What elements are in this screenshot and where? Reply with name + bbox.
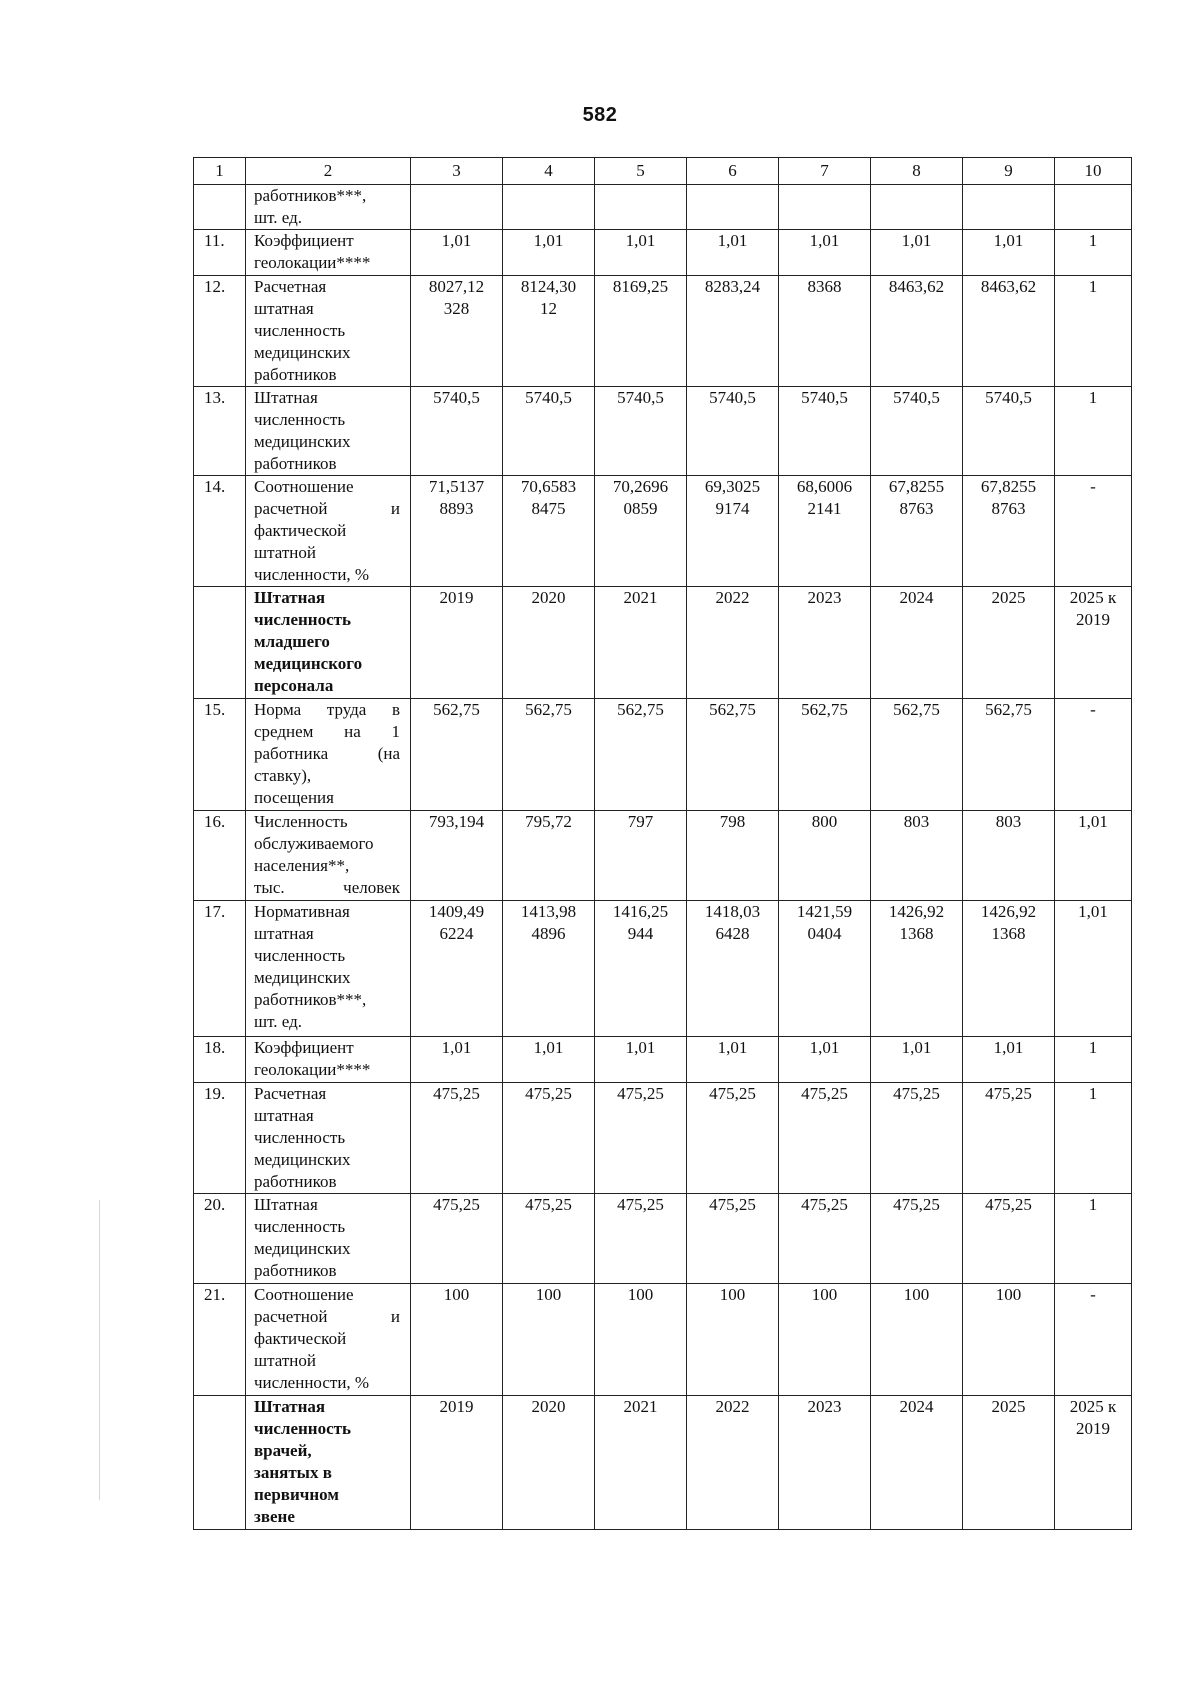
table-row — [194, 1194, 1132, 1284]
row-number-cell — [194, 185, 246, 230]
value-cell — [687, 185, 779, 230]
row-number-cell: 12. — [194, 276, 246, 387]
row-number-cell: 13. — [194, 387, 246, 476]
value-cell: 475,25 — [411, 1083, 503, 1194]
column-number-cell: 9 — [963, 158, 1055, 185]
value-cell: 1,01 — [1055, 901, 1132, 1037]
indicator-name-line: Расчетная — [254, 1084, 327, 1103]
value-cell: 8169,25 — [595, 276, 687, 387]
indicator-name-line: младшего — [254, 632, 330, 651]
indicator-name-line: геолокации**** — [254, 253, 371, 272]
indicator-name-line: обслуживаемого — [254, 834, 374, 853]
indicator-name-line: штатной — [254, 543, 316, 562]
value-cell: 562,75 — [687, 699, 779, 811]
indicator-name-cell — [246, 587, 411, 699]
value-cell — [871, 185, 963, 230]
value-cell: 5740,5 — [687, 387, 779, 476]
row-number-cell: 18. — [194, 1037, 246, 1083]
indicator-name-line: персонала — [254, 676, 334, 695]
column-number-cell: 3 — [411, 158, 503, 185]
indicator-name-cell — [246, 699, 411, 811]
value-cell: 5740,5 — [779, 387, 871, 476]
value-cell: 1,01 — [871, 230, 963, 276]
value-cell: 100 — [963, 1284, 1055, 1396]
indicator-name-line: среднем на 1 — [254, 722, 400, 741]
page-number: 582 — [582, 104, 618, 126]
table-body — [194, 158, 1132, 1530]
indicator-name-line: штатная — [254, 1106, 314, 1125]
indicator-name-line: Численность — [254, 812, 348, 831]
value-cell: - — [1055, 1284, 1132, 1396]
indicator-name-line: медицинских — [254, 343, 351, 362]
value-cell: 1,01 — [411, 1037, 503, 1083]
indicator-name-line: фактической — [254, 1329, 347, 1348]
indicator-name-line: численность — [254, 1128, 346, 1147]
value-cell: 2023 — [779, 587, 871, 699]
indicator-name-line: Штатная — [254, 588, 326, 607]
value-cell: 5740,5 — [963, 387, 1055, 476]
indicator-name-line: Штатная — [254, 388, 318, 407]
value-cell: 475,25 — [595, 1083, 687, 1194]
indicator-name-line: Коэффициент — [254, 1038, 354, 1057]
column-number-cell: 8 — [871, 158, 963, 185]
value-cell: 475,25 — [411, 1194, 503, 1284]
value-cell: 1 — [1055, 1194, 1132, 1284]
indicator-name-cell — [246, 476, 411, 587]
value-cell: 5740,5 — [871, 387, 963, 476]
value-cell — [503, 185, 595, 230]
value-cell: 562,75 — [503, 699, 595, 811]
indicator-name-line: Коэффициент — [254, 231, 354, 250]
indicator-name-line: численности, % — [254, 565, 370, 584]
row-number-cell: 16. — [194, 811, 246, 901]
indicator-name-line: штатная — [254, 299, 314, 318]
value-cell: 100 — [779, 1284, 871, 1396]
value-cell: - — [1055, 699, 1132, 811]
value-cell: 1426,92 1368 — [963, 901, 1055, 1037]
value-cell: 71,5137 8893 — [411, 476, 503, 587]
column-number-cell: 6 — [687, 158, 779, 185]
value-cell: 2024 — [871, 1396, 963, 1530]
value-cell: 1418,03 6428 — [687, 901, 779, 1037]
value-cell: 475,25 — [779, 1083, 871, 1194]
value-cell: 475,25 — [779, 1194, 871, 1284]
value-cell: 8368 — [779, 276, 871, 387]
column-number-cell: 7 — [779, 158, 871, 185]
indicator-name-line: работников — [254, 454, 337, 473]
indicator-name-line: работников — [254, 1261, 337, 1280]
indicator-name-line: численности, % — [254, 1373, 370, 1392]
indicator-name-line: штатной — [254, 1351, 316, 1370]
indicator-name-line: Соотношение — [254, 477, 354, 496]
value-cell: 2019 — [411, 587, 503, 699]
value-cell: 69,3025 9174 — [687, 476, 779, 587]
indicator-name-line: численность — [254, 946, 346, 965]
value-cell: 2022 — [687, 587, 779, 699]
value-cell: 8463,62 — [871, 276, 963, 387]
value-cell: 1,01 — [779, 1037, 871, 1083]
value-cell — [779, 185, 871, 230]
value-cell: - — [1055, 476, 1132, 587]
indicator-name-line: врачей, — [254, 1441, 312, 1460]
value-cell: 803 — [871, 811, 963, 901]
value-cell: 5740,5 — [503, 387, 595, 476]
value-cell: 8124,30 12 — [503, 276, 595, 387]
value-cell: 562,75 — [779, 699, 871, 811]
value-cell: 475,25 — [503, 1194, 595, 1284]
value-cell: 797 — [595, 811, 687, 901]
indicator-name-line: численность — [254, 1419, 351, 1438]
indicator-name-line: численность — [254, 1217, 346, 1236]
indicator-name-line: посещения — [254, 788, 334, 807]
table-row — [194, 387, 1132, 476]
column-number-cell: 10 — [1055, 158, 1132, 185]
value-cell: 8283,24 — [687, 276, 779, 387]
table-row — [194, 185, 1132, 230]
indicator-name-line: расчетной и — [254, 1307, 400, 1326]
value-cell — [595, 185, 687, 230]
indicator-name-line: работников***, — [254, 186, 367, 205]
value-cell: 475,25 — [871, 1083, 963, 1194]
value-cell: 795,72 — [503, 811, 595, 901]
value-cell: 1416,25 944 — [595, 901, 687, 1037]
column-number-cell: 1 — [194, 158, 246, 185]
value-cell: 2025 — [963, 587, 1055, 699]
indicator-name-line: тыс. человек — [254, 878, 400, 897]
value-cell: 1,01 — [595, 1037, 687, 1083]
indicator-name-line: шт. ед. — [254, 1012, 302, 1031]
value-cell: 67,8255 8763 — [963, 476, 1055, 587]
row-number-cell: 21. — [194, 1284, 246, 1396]
value-cell: 475,25 — [595, 1194, 687, 1284]
indicator-name-line: шт. ед. — [254, 208, 302, 227]
row-number-cell — [194, 1396, 246, 1530]
value-cell: 100 — [687, 1284, 779, 1396]
value-cell: 100 — [871, 1284, 963, 1396]
value-cell: 1,01 — [687, 1037, 779, 1083]
column-number-cell: 5 — [595, 158, 687, 185]
value-cell — [411, 185, 503, 230]
indicator-name-line: штатная — [254, 924, 314, 943]
table-row — [194, 1396, 1132, 1530]
value-cell: 1421,59 0404 — [779, 901, 871, 1037]
indicator-name-line: работников — [254, 365, 337, 384]
indicator-name-line: медицинских — [254, 1239, 351, 1258]
value-cell: 1426,92 1368 — [871, 901, 963, 1037]
indicator-name-cell — [246, 230, 411, 276]
value-cell: 8027,12 328 — [411, 276, 503, 387]
value-cell: 562,75 — [963, 699, 1055, 811]
indicator-name-cell — [246, 901, 411, 1037]
indicator-name-line: медицинских — [254, 968, 351, 987]
indicator-name-cell — [246, 811, 411, 901]
indicator-name-cell — [246, 1083, 411, 1194]
value-cell: 68,6006 2141 — [779, 476, 871, 587]
indicator-name-line: Норма труда в — [254, 700, 400, 719]
indicator-name-line: медицинских — [254, 432, 351, 451]
indicator-name-cell — [246, 1037, 411, 1083]
indicator-name-line: работников — [254, 1172, 337, 1191]
value-cell: 70,6583 8475 — [503, 476, 595, 587]
value-cell: 2025 к 2019 — [1055, 1396, 1132, 1530]
table-row — [194, 901, 1132, 1037]
value-cell: 1,01 — [871, 1037, 963, 1083]
indicator-name-line: медицинского — [254, 654, 363, 673]
table-row — [194, 1284, 1132, 1396]
indicator-name-line: первичном — [254, 1485, 339, 1504]
indicator-name-line: Расчетная — [254, 277, 327, 296]
indicator-name-line: Штатная — [254, 1195, 318, 1214]
value-cell: 8463,62 — [963, 276, 1055, 387]
table-row — [194, 699, 1132, 811]
indicator-name-line: расчетной и — [254, 499, 400, 518]
column-number-cell: 2 — [246, 158, 411, 185]
value-cell: 562,75 — [411, 699, 503, 811]
indicator-name-line: Штатная — [254, 1397, 326, 1416]
value-cell: 70,2696 0859 — [595, 476, 687, 587]
row-number-cell: 20. — [194, 1194, 246, 1284]
value-cell: 2021 — [595, 587, 687, 699]
value-cell: 1,01 — [687, 230, 779, 276]
indicator-name-line: работников***, — [254, 990, 367, 1009]
table-row — [194, 276, 1132, 387]
indicator-name-line: численность — [254, 321, 346, 340]
value-cell: 2022 — [687, 1396, 779, 1530]
value-cell: 2024 — [871, 587, 963, 699]
table-row — [194, 587, 1132, 699]
value-cell: 100 — [503, 1284, 595, 1396]
value-cell — [1055, 185, 1132, 230]
value-cell — [963, 185, 1055, 230]
value-cell: 475,25 — [687, 1194, 779, 1284]
value-cell: 67,8255 8763 — [871, 476, 963, 587]
indicator-name-line: населения**, — [254, 856, 350, 875]
value-cell: 5740,5 — [595, 387, 687, 476]
value-cell: 793,194 — [411, 811, 503, 901]
indicator-name-cell — [246, 387, 411, 476]
value-cell: 1,01 — [1055, 811, 1132, 901]
value-cell: 1,01 — [503, 230, 595, 276]
indicator-name-line: геолокации**** — [254, 1060, 371, 1079]
value-cell: 1413,98 4896 — [503, 901, 595, 1037]
value-cell: 1 — [1055, 1037, 1132, 1083]
value-cell: 2023 — [779, 1396, 871, 1530]
indicator-name-line: численность — [254, 410, 346, 429]
value-cell: 2025 — [963, 1396, 1055, 1530]
table-row — [194, 476, 1132, 587]
value-cell: 475,25 — [503, 1083, 595, 1194]
indicator-name-line: численность — [254, 610, 351, 629]
value-cell: 475,25 — [871, 1194, 963, 1284]
value-cell: 1,01 — [595, 230, 687, 276]
table-row — [194, 230, 1132, 276]
value-cell: 5740,5 — [411, 387, 503, 476]
value-cell: 1,01 — [503, 1037, 595, 1083]
value-cell: 1409,49 6224 — [411, 901, 503, 1037]
table-row — [194, 811, 1132, 901]
indicator-name-line: фактической — [254, 521, 347, 540]
row-number-cell: 19. — [194, 1083, 246, 1194]
value-cell: 1,01 — [963, 230, 1055, 276]
value-cell: 1,01 — [411, 230, 503, 276]
indicator-name-line: ставку), — [254, 766, 312, 785]
indicator-name-line: медицинских — [254, 1150, 351, 1169]
value-cell: 2019 — [411, 1396, 503, 1530]
value-cell: 800 — [779, 811, 871, 901]
value-cell: 475,25 — [963, 1194, 1055, 1284]
column-number-row — [194, 158, 1132, 185]
indicator-name-cell — [246, 1396, 411, 1530]
row-number-cell — [194, 587, 246, 699]
value-cell: 803 — [963, 811, 1055, 901]
table-row — [194, 1037, 1132, 1083]
value-cell: 2020 — [503, 587, 595, 699]
indicator-name-cell — [246, 185, 411, 230]
value-cell: 1 — [1055, 1083, 1132, 1194]
value-cell: 2021 — [595, 1396, 687, 1530]
value-cell: 1 — [1055, 230, 1132, 276]
column-number-cell: 4 — [503, 158, 595, 185]
indicator-name-line: работника (на — [254, 744, 400, 763]
value-cell: 475,25 — [687, 1083, 779, 1194]
value-cell: 1,01 — [779, 230, 871, 276]
indicator-name-line: Соотношение — [254, 1285, 354, 1304]
value-cell: 798 — [687, 811, 779, 901]
table-row — [194, 1083, 1132, 1194]
value-cell: 100 — [411, 1284, 503, 1396]
value-cell: 562,75 — [871, 699, 963, 811]
indicator-name-cell — [246, 276, 411, 387]
value-cell: 100 — [595, 1284, 687, 1396]
value-cell: 1 — [1055, 276, 1132, 387]
scan-margin-line — [99, 1200, 100, 1500]
value-cell: 1 — [1055, 387, 1132, 476]
value-cell: 475,25 — [963, 1083, 1055, 1194]
row-number-cell: 15. — [194, 699, 246, 811]
row-number-cell: 14. — [194, 476, 246, 587]
indicator-name-line: Нормативная — [254, 902, 350, 921]
value-cell: 562,75 — [595, 699, 687, 811]
indicator-name-line: звене — [254, 1507, 295, 1526]
indicator-name-cell — [246, 1194, 411, 1284]
value-cell: 2020 — [503, 1396, 595, 1530]
indicator-name-cell — [246, 1284, 411, 1396]
row-number-cell: 17. — [194, 901, 246, 1037]
staffing-table — [193, 157, 1132, 1530]
value-cell: 1,01 — [963, 1037, 1055, 1083]
value-cell: 2025 к 2019 — [1055, 587, 1132, 699]
row-number-cell: 11. — [194, 230, 246, 276]
indicator-name-line: занятых в — [254, 1463, 332, 1482]
